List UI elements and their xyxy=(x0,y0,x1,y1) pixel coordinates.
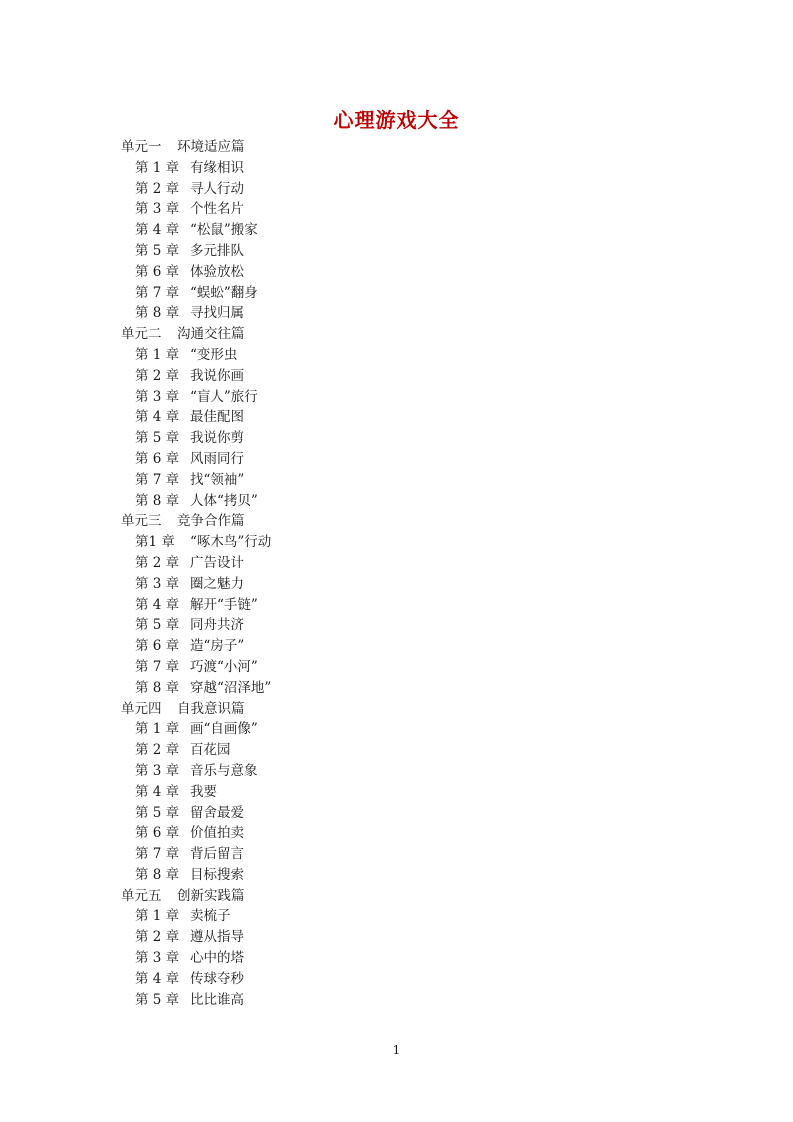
chapter-name: 目标搜索 xyxy=(190,866,244,883)
chapter-entry xyxy=(121,532,271,553)
unit-heading xyxy=(121,699,271,720)
chapter-entry xyxy=(121,407,271,428)
chapter-number: 第 1 章 xyxy=(135,908,180,925)
chapter-name: 寻找归属 xyxy=(190,305,244,322)
chapter-name: 比比谁高 xyxy=(190,991,244,1008)
chapter-number: 第 7 章 xyxy=(135,471,180,488)
chapter-entry xyxy=(121,844,271,865)
chapter-name: 背后留言 xyxy=(190,846,244,863)
chapter-entry xyxy=(121,158,271,179)
chapter-entry xyxy=(121,865,271,886)
chapter-name: 巧渡“小河” xyxy=(190,658,258,675)
chapter-name: 音乐与意象 xyxy=(190,762,258,779)
chapter-number: 第 1 章 xyxy=(135,721,180,738)
chapter-name: 留舍最爱 xyxy=(190,804,244,821)
chapter-entry xyxy=(121,199,271,220)
chapter-number: 第 1 章 xyxy=(135,346,180,363)
chapter-name: 体验放松 xyxy=(190,263,244,280)
chapter-name: 广告设计 xyxy=(190,554,244,571)
chapter-name: 百花园 xyxy=(190,742,231,759)
chapter-entry xyxy=(121,782,271,803)
chapter-name: 多元排队 xyxy=(190,242,244,259)
chapter-number: 第 2 章 xyxy=(135,554,180,571)
chapter-entry xyxy=(121,262,271,283)
unit-number: 单元五 xyxy=(121,887,162,904)
chapter-number: 第 5 章 xyxy=(135,804,180,821)
chapter-entry xyxy=(121,761,271,782)
chapter-name: 造“房子” xyxy=(190,638,245,655)
chapter-entry xyxy=(121,553,271,574)
chapter-entry xyxy=(121,948,271,969)
chapter-entry xyxy=(121,449,271,470)
chapter-name: “盲人”旅行 xyxy=(190,388,258,405)
chapter-name: “松鼠”搬家 xyxy=(190,222,258,239)
chapter-name: 寻人行动 xyxy=(190,180,244,197)
chapter-name: 画“自画像” xyxy=(190,721,258,738)
unit-heading xyxy=(121,886,271,907)
chapter-name: “啄木鸟”行动 xyxy=(190,534,272,551)
chapter-number: 第 2 章 xyxy=(135,742,180,759)
chapter-number: 第 5 章 xyxy=(135,991,180,1008)
chapter-name: 穿越“沼泽地” xyxy=(190,679,272,696)
page-number: 1 xyxy=(392,1043,401,1057)
chapter-number: 第 8 章 xyxy=(135,866,180,883)
chapter-entry xyxy=(121,803,271,824)
chapter-number: 第 7 章 xyxy=(135,658,180,675)
chapter-name: 卖梳子 xyxy=(190,908,231,925)
chapter-name: 我要 xyxy=(190,783,217,800)
chapter-number: 第 6 章 xyxy=(135,450,180,467)
chapter-number: 第 3 章 xyxy=(135,388,180,405)
chapter-name: 遵从指导 xyxy=(190,929,244,946)
chapter-name: 价值拍卖 xyxy=(190,825,244,842)
chapter-entry xyxy=(121,969,271,990)
chapter-entry xyxy=(121,823,271,844)
chapter-name: 个性名片 xyxy=(190,201,244,218)
chapter-entry xyxy=(121,387,271,408)
chapter-number: 第 1 章 xyxy=(135,159,180,176)
chapter-number: 第 2 章 xyxy=(135,367,180,384)
chapter-number: 第 6 章 xyxy=(135,263,180,280)
chapter-name: 有缘相识 xyxy=(190,159,244,176)
chapter-number: 第 4 章 xyxy=(135,222,180,239)
chapter-entry xyxy=(121,574,271,595)
chapter-number: 第 5 章 xyxy=(135,430,180,447)
chapter-name: 传球夺秒 xyxy=(190,970,244,987)
chapter-number: 第 8 章 xyxy=(135,492,180,509)
chapter-entry xyxy=(121,241,271,262)
chapter-entry xyxy=(121,220,271,241)
chapter-name: 我说你剪 xyxy=(190,430,244,447)
chapter-entry xyxy=(121,345,271,366)
chapter-name: 最佳配图 xyxy=(190,409,244,426)
table-of-contents xyxy=(121,137,271,1010)
chapter-entry xyxy=(121,366,271,387)
chapter-number: 第 8 章 xyxy=(135,305,180,322)
chapter-number: 第 2 章 xyxy=(135,180,180,197)
chapter-entry xyxy=(121,491,271,512)
chapter-entry xyxy=(121,657,271,678)
chapter-number: 第 7 章 xyxy=(135,846,180,863)
chapter-number: 第 3 章 xyxy=(135,575,180,592)
document-title: 心理游戏大全 xyxy=(333,108,460,132)
unit-name: 竞争合作篇 xyxy=(177,513,245,530)
chapter-entry xyxy=(121,179,271,200)
chapter-entry xyxy=(121,678,271,699)
chapter-entry xyxy=(121,283,271,304)
unit-name: 沟通交往篇 xyxy=(177,326,245,343)
chapter-number: 第 7 章 xyxy=(135,284,180,301)
chapter-number: 第 6 章 xyxy=(135,638,180,655)
chapter-number: 第 5 章 xyxy=(135,242,180,259)
chapter-entry xyxy=(121,719,271,740)
chapter-name: 风雨同行 xyxy=(190,450,244,467)
unit-heading xyxy=(121,137,271,158)
chapter-name: “蜈蚣”翻身 xyxy=(190,284,258,301)
chapter-name: 同舟共济 xyxy=(190,617,244,634)
chapter-number: 第 5 章 xyxy=(135,617,180,634)
chapter-entry xyxy=(121,636,271,657)
chapter-number: 第 4 章 xyxy=(135,596,180,613)
unit-name: 自我意识篇 xyxy=(177,700,245,717)
chapter-number: 第1 章 xyxy=(135,534,175,551)
chapter-entry xyxy=(121,990,271,1011)
unit-number: 单元四 xyxy=(121,700,162,717)
unit-heading xyxy=(121,324,271,345)
chapter-name: 心中的塔 xyxy=(190,950,244,967)
chapter-entry xyxy=(121,615,271,636)
chapter-number: 第 2 章 xyxy=(135,929,180,946)
unit-number: 单元三 xyxy=(121,513,162,530)
chapter-name: 找“领袖” xyxy=(190,471,245,488)
chapter-entry xyxy=(121,595,271,616)
chapter-number: 第 3 章 xyxy=(135,201,180,218)
chapter-entry xyxy=(121,927,271,948)
chapter-number: 第 4 章 xyxy=(135,409,180,426)
unit-name: 环境适应篇 xyxy=(177,139,245,155)
chapter-number: 第 3 章 xyxy=(135,950,180,967)
chapter-number: 第 4 章 xyxy=(135,783,180,800)
unit-heading xyxy=(121,511,271,532)
chapter-entry xyxy=(121,906,271,927)
chapter-number: 第 6 章 xyxy=(135,825,180,842)
unit-number: 单元二 xyxy=(121,326,162,343)
unit-name: 创新实践篇 xyxy=(177,887,245,904)
chapter-entry xyxy=(121,303,271,324)
chapter-entry xyxy=(121,470,271,491)
chapter-entry xyxy=(121,740,271,761)
chapter-entry xyxy=(121,428,271,449)
unit-number: 单元一 xyxy=(121,139,162,155)
chapter-name: 我说你画 xyxy=(190,367,244,384)
chapter-name: “变形虫 xyxy=(190,346,238,363)
chapter-number: 第 8 章 xyxy=(135,679,180,696)
chapter-name: 圈之魅力 xyxy=(190,575,244,592)
chapter-name: 人体“拷贝” xyxy=(190,492,258,509)
chapter-name: 解开“手链” xyxy=(190,596,258,613)
chapter-number: 第 3 章 xyxy=(135,762,180,779)
chapter-number: 第 4 章 xyxy=(135,970,180,987)
